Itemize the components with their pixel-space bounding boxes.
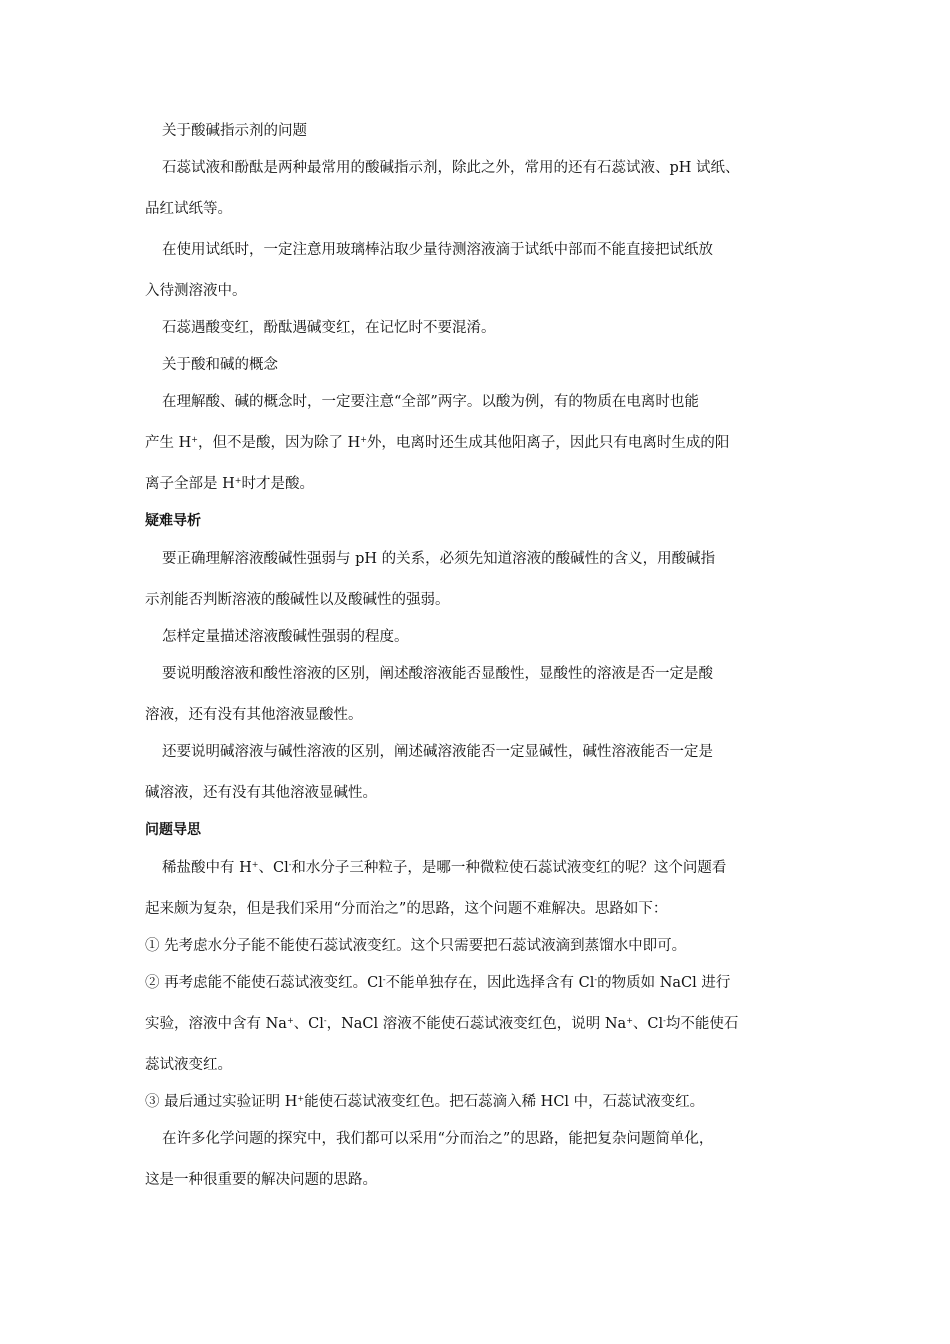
- paragraph-line: [145, 434, 825, 453]
- superscript: +: [297, 1094, 305, 1103]
- superscript: +: [286, 1016, 294, 1025]
- text-run: 外，电离时还生成其他阳离子，因此只有电离时生成的阳: [366, 435, 730, 451]
- paragraph-line: 入待测溶液中。: [145, 283, 247, 299]
- paragraph-line: 溶液，还有没有其他溶液显酸性。: [145, 707, 363, 723]
- section-heading-analysis: 疑难导析: [145, 513, 201, 529]
- text-run: 、Cl: [293, 1016, 324, 1032]
- superscript: +: [234, 476, 242, 485]
- text-run: ，NaCl 溶液不能使石蕊试液变红色，说明 Na: [326, 1016, 627, 1032]
- paragraph-line: 要正确理解溶液酸碱性强弱与 pH 的关系，必须先知道溶液的酸碱性的含义，用酸碱指: [162, 551, 716, 567]
- paragraph-line: 碱溶液，还有没有其他溶液显碱性。: [145, 785, 377, 801]
- paragraph-line: [145, 475, 825, 494]
- text-run: 和水分子三种粒子，是哪一种微粒使石蕊试液变红的呢？这个问题看: [291, 860, 727, 876]
- text-run: 的物质如 NaCl 进行: [597, 975, 731, 991]
- paragraph-line: [145, 859, 825, 878]
- paragraph-line: 蕊试液变红。: [145, 1057, 232, 1073]
- text-run: 、Cl: [632, 1016, 664, 1032]
- paragraph-line: 石蕊遇酸变红，酚酞遇碱变红，在记忆时不要混淆。: [162, 320, 496, 336]
- superscript: -: [323, 1016, 327, 1025]
- paragraph-line: 怎样定量描述溶液酸碱性强弱的程度。: [162, 629, 409, 645]
- text-run: 均不能使石: [665, 1016, 739, 1032]
- text-run: 、Cl: [258, 860, 289, 876]
- text-run: ② 再考虑能不能使石蕊试液变红。Cl: [145, 975, 383, 991]
- text-run: 能使石蕊试液变红色。把石蕊滴入稀 HCl 中，石蕊试液变红。: [304, 1094, 705, 1110]
- superscript: -: [594, 975, 598, 984]
- superscript: +: [251, 860, 259, 869]
- document-page: [145, 122, 825, 1190]
- text-run: 不能单独存在，因此选择含有 Cl: [385, 975, 595, 991]
- section-heading-indicators: 关于酸碱指示剂的问题: [162, 123, 307, 139]
- text-run: ③ 最后通过实验证明 H: [145, 1094, 298, 1110]
- text-run: 实验，溶液中含有 Na: [145, 1016, 287, 1032]
- paragraph-line: 示剂能否判断溶液的酸碱性以及酸碱性的强弱。: [145, 592, 450, 608]
- text-run: 产生 H: [145, 435, 192, 451]
- paragraph-line: 要说明酸溶液和酸性溶液的区别，阐述酸溶液能否显酸性，显酸性的溶液是否一定是酸: [162, 666, 713, 682]
- section-heading-acid-base: 关于酸和碱的概念: [162, 357, 278, 373]
- paragraph-line: 石蕊试液和酚酞是两种最常用的酸碱指示剂，除此之外，常用的还有石蕊试液、pH 试纸、: [162, 160, 740, 176]
- superscript: -: [663, 1016, 666, 1025]
- superscript: +: [360, 435, 367, 444]
- paragraph-line: 在许多化学问题的探究中，我们都可以采用“分而治之”的思路，能把复杂问题简单化，: [162, 1131, 714, 1147]
- superscript: -: [382, 975, 386, 984]
- list-item-1: ① 先考虑水分子能不能使石蕊试液变红。这个只需要把石蕊试液滴到蒸馏水中即可。: [145, 938, 687, 954]
- paragraph-line: 在理解酸、碱的概念时，一定要注意“全部”两字。以酸为例，有的物质在电离时也能: [162, 394, 699, 410]
- list-item-2: [145, 974, 825, 993]
- paragraph-line: [145, 1015, 825, 1034]
- paragraph-line: 在使用试纸时，一定注意用玻璃棒沾取少量待测溶液滴于试纸中部而不能直接把试纸放: [162, 242, 713, 258]
- text-run: ，但不是酸，因为除了 H: [197, 435, 361, 451]
- section-heading-guidance: 问题导思: [145, 822, 201, 838]
- text-run: 离子全部是 H: [145, 476, 235, 492]
- text-run: 时才是酸。: [241, 476, 314, 492]
- text-run: 稀盐酸中有 H: [162, 860, 252, 876]
- list-item-3: [145, 1093, 825, 1112]
- paragraph-line: 还要说明碱溶液与碱性溶液的区别，阐述碱溶液能否一定显碱性，碱性溶液能否一定是: [162, 744, 713, 760]
- superscript: +: [191, 435, 198, 444]
- paragraph-line: 品红试纸等。: [145, 201, 232, 217]
- superscript: -: [288, 860, 292, 869]
- superscript: +: [626, 1016, 633, 1025]
- paragraph-line: 这是一种很重要的解决问题的思路。: [145, 1172, 377, 1188]
- paragraph-line: 起来颇为复杂，但是我们采用“分而治之”的思路，这个问题不难解决。思路如下：: [145, 901, 668, 917]
